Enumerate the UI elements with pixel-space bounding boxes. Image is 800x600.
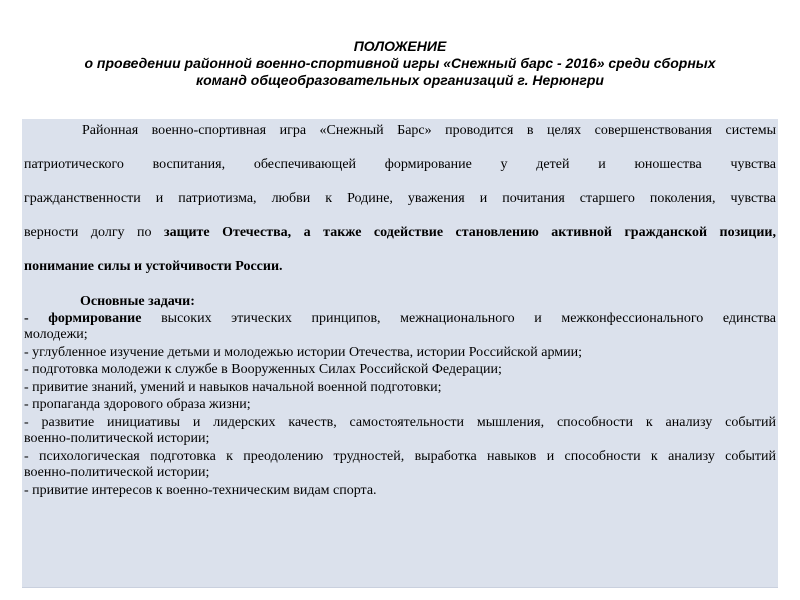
intro-line-4-plain: верности долгу по — [24, 225, 152, 240]
task-item-8: - привитие интересов к военно-техническим видам спорта. — [24, 483, 377, 498]
task-item-7: - психологическая подготовка к преодолению трудностей, выработка навыков и способности к анализу событий — [24, 449, 776, 464]
title-heading: ПОЛОЖЕНИЕ — [353, 38, 447, 54]
task-item-3: - подготовка молодежи к службе в Вооруженных Силах Российской Федерации; — [24, 362, 502, 377]
task-item-1-cont: молодежи; — [24, 327, 88, 342]
task-item-5: - пропаганда здорового образа жизни; — [24, 397, 251, 412]
intro-line-3: гражданственности и патриотизма, любви к Родине, уважения и почитания старшего поколения, чувства — [24, 191, 776, 206]
task-item-1-text: высоких этических принципов, межнационального и межконфессионального единства — [161, 311, 776, 326]
task-item-1 — [22, 311, 778, 327]
intro-line-2: патриотического воспитания, обеспечивающей формирование у детей и юношества чувства — [24, 157, 776, 172]
intro-line-5: понимание силы и устойчивости России. — [24, 259, 283, 274]
intro-line-1: Районная военно-спортивная игра «Снежный Барс» проводится в целях совершенствования системы — [82, 123, 776, 138]
task-item-6: - развитие инициативы и лидерских качеств, самостоятельности мышления, способности к анализу событий — [24, 415, 776, 430]
content-panel — [22, 119, 778, 588]
document-title — [20, 38, 780, 89]
task-item-6-cont: военно-политической истории; — [24, 431, 210, 446]
task-item-2: - углубленное изучение детьми и молодежью истории Отечества, истории Российской армии; — [24, 345, 582, 360]
task-item-1-bold: - формирование — [24, 311, 142, 326]
tasks-heading: Основные задачи: — [80, 294, 195, 309]
title-subtitle-line-1: о проведении районной военно-спортивной игры «Снежный барс - 2016» среди сборных — [84, 55, 716, 71]
task-item-7-cont: военно-политической истории; — [24, 465, 210, 480]
task-item-4: - привитие знаний, умений и навыков начальной военной подготовки; — [24, 380, 442, 395]
title-subtitle-line-2: команд общеобразовательных организаций г. Нерюнгри — [196, 72, 604, 88]
intro-line-4 — [22, 225, 778, 241]
intro-line-4-bold: защите Отечества, а также содействие становлению активной гражданской позиции, — [164, 225, 776, 240]
